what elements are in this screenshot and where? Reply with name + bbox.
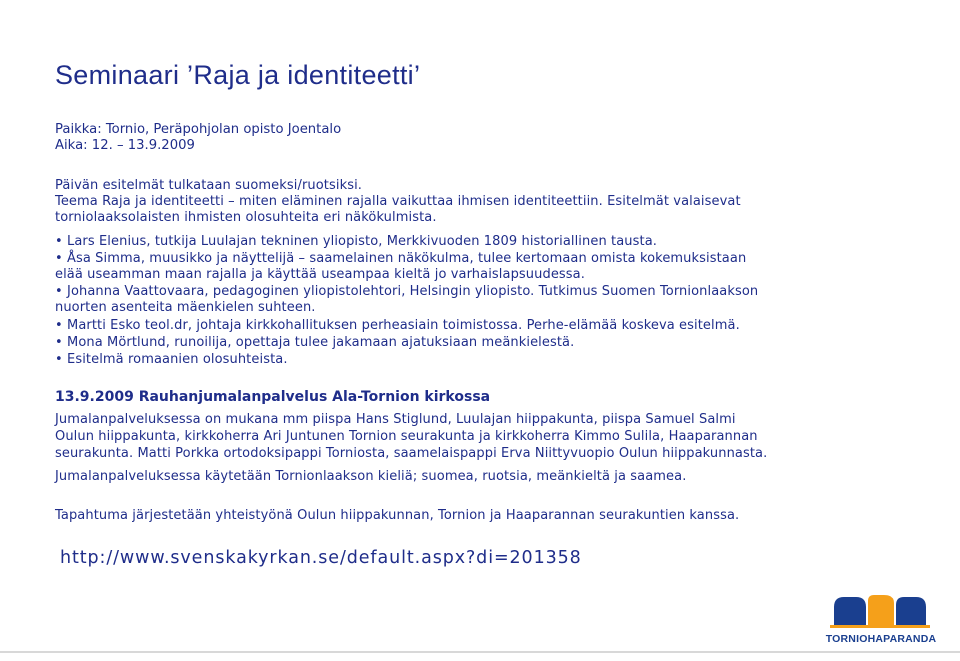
logo-mark-icon (822, 591, 940, 633)
place-line: Paikka: Tornio, Peräpohjolan opisto Joentalo (55, 122, 342, 137)
bullet-elenius: • Lars Elenius, tutkija Luulajan tekninen yliopisto, Merkkivuoden 1809 historiallinen tausta. (55, 234, 657, 250)
service-line-1: Jumalanpalveluksessa on mukana mm piispa Hans Stiglund, Luulajan hiippakunta, piispa Samuel Salmi (55, 412, 736, 427)
service-line-4: Jumalanpalveluksessa käytetään Tornionlaakson kieliä; suomea, ruotsia, meänkieltä ja saamea. (55, 469, 687, 484)
bullet-romaanit: • Esitelmä romaanien olosuhteista. (55, 352, 288, 368)
theme-line-2: torniolaaksolaisten ihmisten olosuhteita eri näkökulmista. (55, 210, 437, 225)
bullet-simma-cont: elää useamman maan rajalla ja käyttää useampaa kieltä jo varhaislapsuudessa. (55, 267, 585, 282)
tornio-haparanda-logo (822, 591, 940, 645)
bullet-vaattovaara: • Johanna Vaattovaara, pedagoginen yliopistolehtori, Helsingin yliopisto. Tutkimus Suomen Tornionlaakson (55, 284, 758, 300)
event-link[interactable]: http://www.svenskakyrkan.se/default.aspx?di=201358 (60, 548, 582, 568)
bullet-mortlund: • Mona Mörtlund, runoilija, opettaja tulee jakamaan ajatuksiaan meänkielestä. (55, 335, 574, 351)
top-bar (0, 0, 960, 10)
time-line: Aika: 12. – 13.9.2009 (55, 138, 195, 153)
logo-text: TORNIOHAPARANDA (825, 633, 937, 645)
bullet-esko: • Martti Esko teol.dr, johtaja kirkkohallituksen perheasiain toimistossa. Perhe-elämää koskeva esitelmä. (55, 318, 740, 334)
cooperation-line: Tapahtuma järjestetään yhteistyönä Oulun hiippakunnan, Tornion ja Haaparannan seurakuntien kanssa. (55, 508, 740, 523)
service-heading: 13.9.2009 Rauhanjumalanpalvelus Ala-Tornion kirkossa (55, 389, 491, 405)
bullet-vaattovaara-cont: nuorten asenteita mäenkielen suhteen. (55, 300, 316, 315)
day-intro: Päivän esitelmät tulkataan suomeksi/ruotsiksi. (55, 178, 363, 193)
theme-line-1: Teema Raja ja identiteetti – miten eläminen rajalla vaikuttaa ihmisen identiteettiin. Esitelmät valaisevat (55, 194, 741, 209)
footer-divider (0, 651, 960, 653)
service-line-2: Oulun hiippakunta, kirkkoherra Ari Juntunen Tornion seurakunta ja kirkkoherra Kimmo Sulila, Haaparannan (55, 429, 758, 444)
bullet-simma: • Åsa Simma, muusikko ja näyttelijä – saamelainen näkökulma, tulee kertomaan omista kokemuksistaan (55, 251, 746, 267)
service-line-3: seurakunta. Matti Porkka ortodoksipappi Torniosta, saamelaispappi Erva Niittyvuopio Oulun hiippakunnasta. (55, 446, 768, 461)
page-title: Seminaari ’Raja ja identiteetti’ (55, 60, 421, 90)
